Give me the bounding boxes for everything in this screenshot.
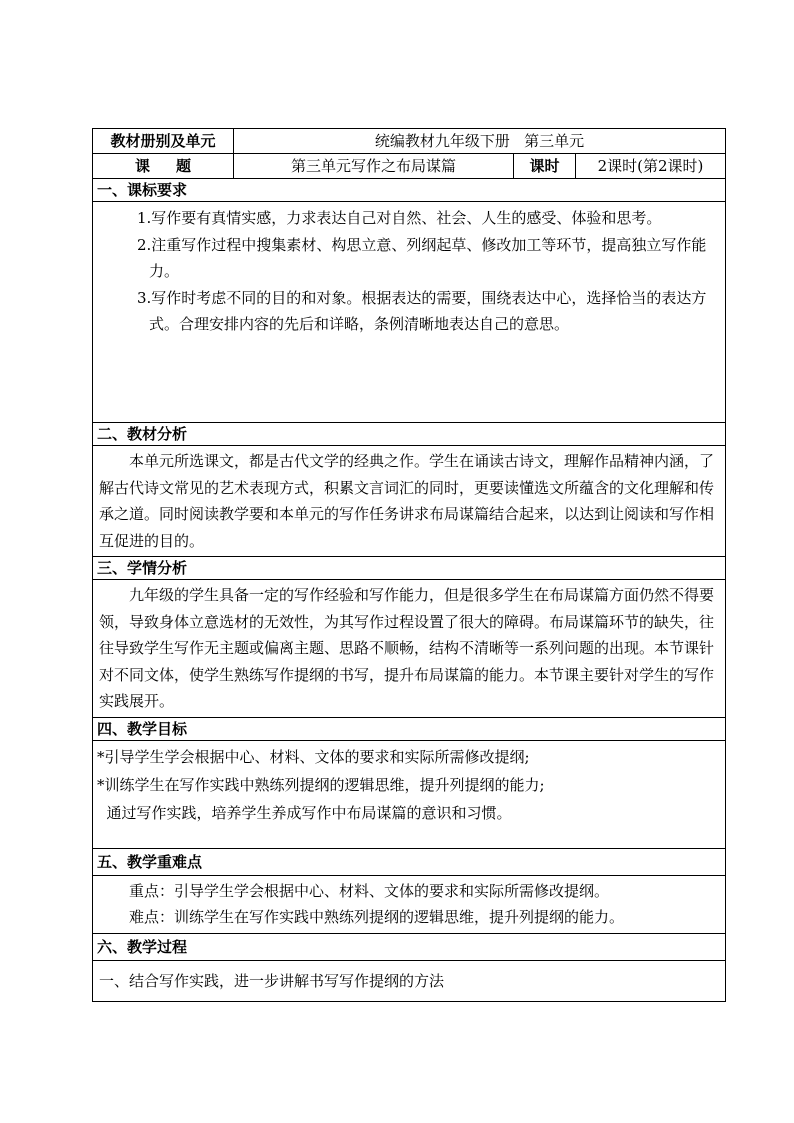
textbook-unit-value: 统编教材九年级下册 第三单元 (234, 129, 726, 154)
textbook-analysis (93, 446, 726, 557)
topic-label: 课 题 (93, 154, 234, 179)
row-lesson-topic (93, 154, 726, 179)
textbook-unit-label: 教材册别及单元 (93, 129, 234, 154)
section-6-body-row (93, 960, 726, 1001)
difficult-point: 难点：训练学生在写作实践中熟练列提纲的逻辑思维，提升列提纲的能力。 (129, 908, 625, 926)
section-2-body-row (93, 446, 726, 557)
goal-item: 通过写作实践，培养学生养成写作中布局谋篇的意识和习惯。 (97, 803, 512, 822)
section-title: 三、学情分析 (93, 557, 726, 580)
section-6-header-row (93, 933, 726, 960)
section-title: 二、教材分析 (93, 423, 726, 446)
section-2-header-row (93, 423, 726, 446)
section-3-header-row (93, 557, 726, 580)
goal-item: *训练学生在写作实践中熟练列提纲的逻辑思维，提升列提纲的能力; (97, 775, 545, 794)
requirement-item: 3.写作时考虑不同的目的和对象。根据表达的需要，围绕表达中心，选择恰当的表达方式。合理安排内容的先后和详略，条例清晰地表达自己的意思。 (137, 288, 707, 333)
row-textbook-unit (93, 129, 726, 154)
section-title: 五、教学重难点 (93, 848, 726, 875)
section-5-header-row (93, 848, 726, 875)
section-3-body-row (93, 580, 726, 718)
goal-item: *引导学生学会根据中心、材料、文体的要求和实际所需修改提纲; (97, 747, 530, 766)
lesson-plan-page (92, 128, 725, 1002)
student-analysis (93, 580, 726, 718)
section-5-body-row (93, 875, 726, 933)
section-1-header-row (93, 179, 726, 202)
student-analysis-text: 九年级的学生具备一定的写作经验和写作能力，但是很多学生在布局谋篇方面仍然不得要领，导致身体立意选材的无效性，为其写作过程设置了很大的障碍。布局谋篇环节的缺失，往往导致学生写作无主题或偏离主题、思路不顺畅，结构不清晰等一系列问题的出现。本节课针对不同文体，使学生熟练写作提纲的书写，提升布局谋篇的能力。本节课主要针对学生的写作实践展开。 (99, 586, 715, 710)
period-label: 课时 (514, 154, 576, 179)
section-1-body-row (93, 202, 726, 423)
section-4-header-row (93, 717, 726, 740)
textbook-analysis-text: 本单元所选课文，都是古代文学的经典之作。学生在诵读古诗文，理解作品精神内涵，了解古代诗文常见的艺术表现方式，积累文言词汇的同时，更要读懂选文所蕴含的文化理解和传承之道。同时阅读教学要和本单元的写作任务讲求布局谋篇结合起来，以达到让阅读和写作相互促进的目的。 (99, 452, 715, 550)
requirement-item: 2.注重写作过程中搜集素材、构思立意、列纲起草、修改加工等环节，提高独立写作能力。 (137, 235, 707, 280)
teaching-goals (93, 740, 726, 848)
process-step: 一、结合写作实践，进一步讲解书写写作提纲的方法 (99, 971, 445, 990)
teaching-process (93, 960, 726, 1001)
section-title: 一、课标要求 (93, 179, 726, 202)
section-4-body-row (93, 740, 726, 848)
section-title: 四、教学目标 (93, 717, 726, 740)
topic-value: 第三单元写作之布局谋篇 (234, 154, 514, 179)
key-difficult-points (93, 875, 726, 933)
period-value: 2课时(第2课时) (576, 154, 726, 179)
lesson-plan-table (92, 128, 726, 1002)
section-title: 六、教学过程 (93, 933, 726, 960)
curriculum-requirements (93, 202, 726, 423)
requirement-item: 1.写作要有真情实感，力求表达自己对自然、社会、人生的感受、体验和思考。 (137, 209, 662, 227)
key-point: 重点：引导学生学会根据中心、材料、文体的要求和实际所需修改提纲。 (129, 881, 610, 900)
